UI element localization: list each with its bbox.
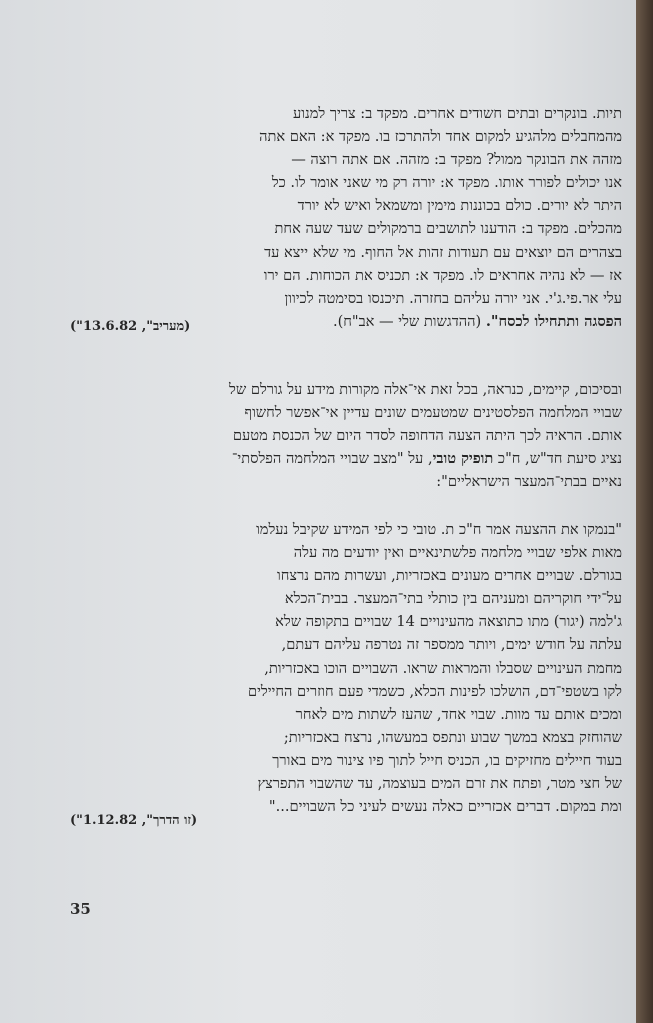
text-line: לקו בשטפי־דם, הושלכו לפינות הכלא, כשמדי פעם חוזרים החיילים [247, 682, 622, 700]
text-line: בעוד חיילים מחזיקים בו, הכניס חייל לתוך פיו צינור מים באורך [272, 751, 622, 769]
text-line: בצהרים הם יוצאים עם תעודות זהות אל החוף. מי שלא ייצא עד [264, 243, 622, 261]
paragraph-commanders-dialogue [70, 102, 622, 333]
text-line: ג'למה (יגור) מתו כתוצאה מהעינויים 14 שבויים בתקופה שלא [275, 613, 622, 631]
text-line: היתר לא יורים. כולם בכוננות מימין ומשמאל ואיש לא יורד [297, 197, 622, 215]
mk-name: תופיק טובי [432, 450, 494, 468]
text-line: בגורלם. שבויים אחרים מעונים באכזריות, ועשרות מהם נרצחו [277, 567, 622, 585]
text-fragment: נציג סיעת חד"ש, ח"כ [493, 450, 622, 468]
page-number: 35 [70, 900, 91, 918]
text-line: מהכלים. מפקד ב: הודענו לתושבים ברמקולים שעד שעה אחת [274, 220, 622, 238]
text-line: אותם. הראיה לכך היתה הצעה הדחופה לסדר היום של הכנסת מטעם [232, 427, 622, 445]
text-line: ומכים אותם עד מוות. שבוי אחד, שהעז לשתות מים לאחר [295, 705, 622, 723]
text-line: מחמת העינויים שסבלו והמראות שראו. השבויים הוכו באכזריות, [264, 659, 622, 677]
text-line-last: ומת במקום. דברים אכזריים כאלה נעשים לעיני כל השבויים..." [268, 798, 622, 816]
text-line: מהמחבלים מלהגיע למקום אחד ולהתרכז בו. מפקד א: האם אתה [259, 128, 622, 146]
source-citation-maariv: ("מעריב", 13.6.82) [70, 319, 191, 334]
text-line: שבויי המלחמה הפלסטינים שמטעמים שונים עדיין אי־אפשר לחשוף [244, 404, 622, 422]
text-line: על־ידי חוקריהם ומעניהם בין כותלי בתי־המעצר. בבית־הכלא [284, 590, 622, 608]
emphasis-note: (ההדגשות שלי — אב"ח). [332, 312, 486, 330]
text-line-last: נאיים בבתי־המעצר הישראליים": [436, 473, 622, 491]
text-line: מאות אלפי שבויי מלחמה פלשתינאיים ואין יודעים מה עלה [293, 544, 622, 562]
text-line: אנו יכולים לפורר אותו. מפקד א: יורה רק מי שאני אומר לו. כל [271, 174, 622, 192]
emphasized-text: הפסגה ותתחילו לכסח". [485, 312, 622, 330]
source-citation-zo-haderech: ("זו הדרך", 1.12.82) [70, 813, 198, 828]
text-line: תיות. בונקרים ובתים חשודים אחרים. מפקד ב: צריך למנוע [292, 105, 622, 122]
text-line: "בנמקו את ההצעה אמר ח"כ ת. טובי כי לפי המידע שקיבל נעלמו [256, 521, 622, 538]
text-line: עלתה על חודש ימים, ויותר ממספר זה נטרפה עליהם דעתם, [281, 636, 622, 654]
text-line [70, 447, 622, 470]
text-fragment: , על "מצב שבויי המלחמה הפלסתי־ [231, 450, 433, 468]
paragraph-quote-toubi [70, 518, 622, 818]
text-line: שהוחזק בצמא במשך שבוע ונתפס במעשהו, נרצח באכזריות; [283, 728, 622, 746]
text-line: של חצי מטר, ופתח את זרם המים בעוצמה, עד שהשבוי התפרצץ [257, 775, 622, 793]
text-line: מזהה את הבונקר ממול? מפקד ב: מזהה. אם אתה רוצה — [291, 151, 622, 169]
text-line: ובסיכום, קיימים, כנראה, בכל זאת אי־אלה מקורות מידע על גורלם של [229, 381, 622, 398]
paragraph-summary [70, 378, 622, 493]
text-line: אז — לא נהיה אחראים לו. מפקד א: תכניס את הכוחות. הם ירו [263, 266, 622, 284]
book-binding-edge [636, 0, 653, 1023]
text-line: עלי אר.פי.ג'י. אני יורה עליהם בחזרה. תיכנסו בסימטה לכיוון [284, 289, 622, 307]
